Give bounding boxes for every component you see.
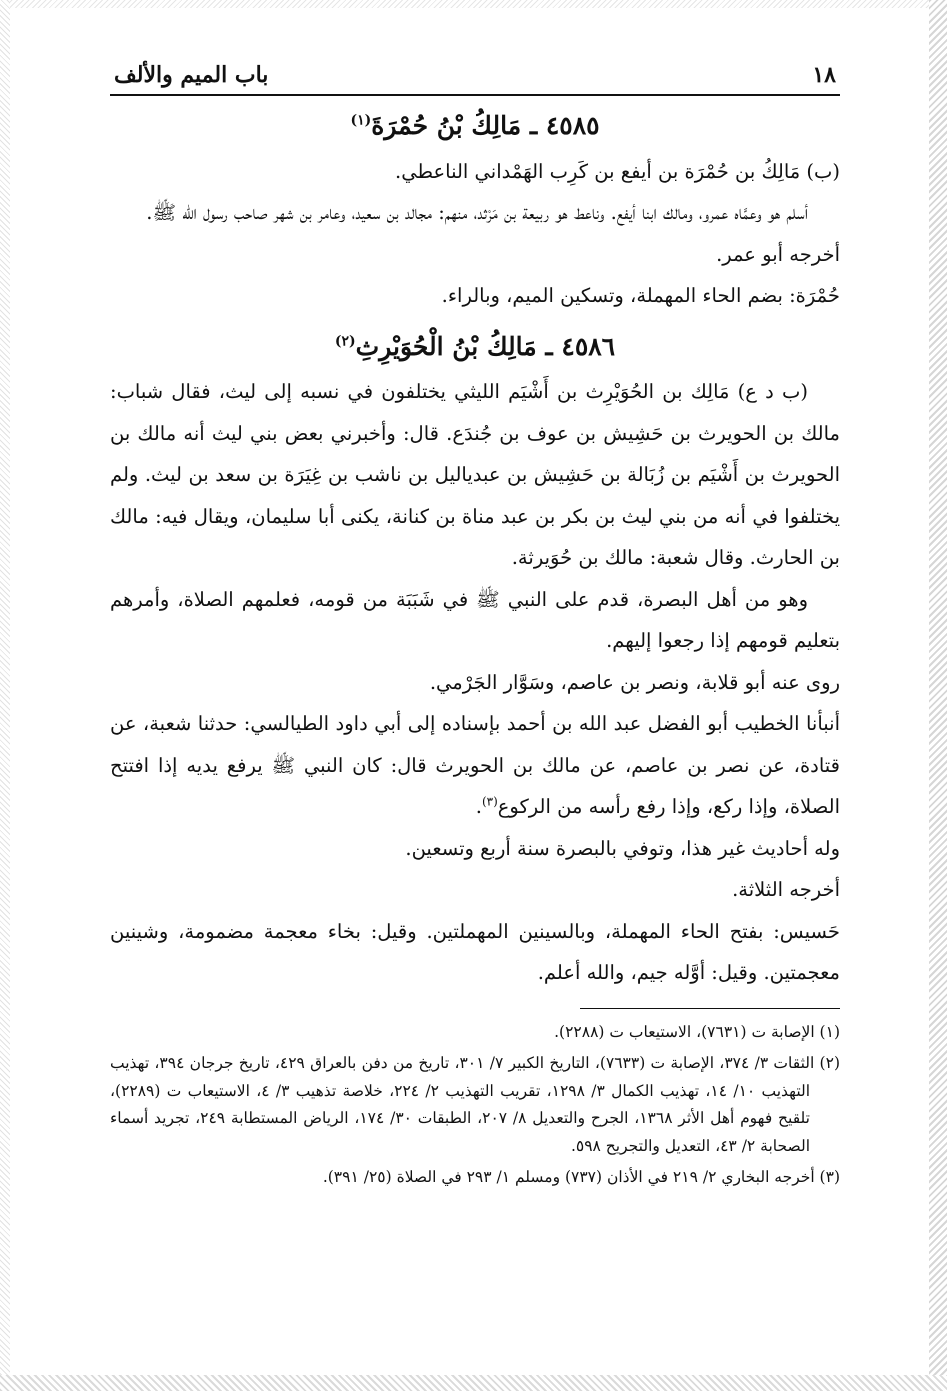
running-head	[110, 62, 840, 96]
hadith-text: أنبأنا الخطيب أبو الفضل عبد الله بن أحمد بإسناده إلى أبي داود الطيالسي: حدثنا شعبة، عن قتادة، عن نصر بن عاصم، عن مالك بن الحويرث قال: كان النبي ﷺ يرفع يديه إذا افتتح الصلاة، وإذا ركع، وإذا رفع رأسه من الركوع	[110, 712, 840, 818]
footnote-ref-1: (١)	[350, 112, 372, 129]
footnote-2: (٢) الثقات ٣/ ٣٧٤، الإصابة ت (٧٦٣٣)، التاريخ الكبير ٧/ ٣٠١، تاريخ من دفن بالعراق ٤٢٩، تاريخ جرجان ٣٩٤، تهذيب التهذيب ١٠/ ١٤، تهذيب الكمال ٣/ ١٢٩٨، تقريب التهذيب ٢/ ٢٢٤، خلاصة تذهيب ٣/ ٤، الاستيعاب ت (٢٢٨٩)، تلقيح فهوم أهل الأثر ١٣٦٨، الجرح والتعديل ٨/ ٢٠٧، الطبقات ٣٠/ ١٧٤، الرياض المستطابة ٢٤٩، تجريد أسماء الصحابة ٢/ ٤٣، التعديل والتجريح ٥٩٨.	[110, 1054, 840, 1155]
page-border-top	[0, 0, 947, 8]
footnote-ref-3: (٣)	[481, 794, 498, 809]
entry-paragraph: (ب د ع) مَالِك بن الحُوَيْرِث بن أَشْيَم الليثي يختلفون في نسبه إلى ليث، فقال شباب: مالك بن الحويرث بن حَشِيش بن عوف بن جُندَع. قال: وأخبرني بعض بني ليث أنه مالك بن الحويرث بن أَشْيَم بن زُبَالة بن حَشِيش بن عبدياليل بن ناشب بن غِيَرَة بن سعد بن ليث. ولم يختلفوا في أنه من بني ليث بن بكر بن عبد مناة بن كنانة، يكنى أبا سليمان، ويقال فيه: مالك بن الحارث. وقال شعبة: مالك بن حُوَيرثة.	[110, 380, 840, 569]
entry-paragraph: حُمْرَة: بضم الحاء المهملة، وتسكين الميم، وبالراء.	[441, 284, 840, 307]
page-number: ١٨	[812, 62, 836, 88]
entry-heading: ٤٥٨٦ ـ مَالِكُ بْنُ الْحُوَيْرِثِ	[355, 331, 616, 361]
entry-title-4585	[110, 110, 840, 143]
footnote-3: (٣) أخرجه البخاري ٢/ ٢١٩ في الأذان (٧٣٧) ومسلم ١/ ٢٩٣ في الصلاة (٢٥/ ٣٩١).	[322, 1168, 840, 1186]
entry-title-4586	[110, 331, 840, 364]
entry-paragraph: أنبأنا الخطيب أبو الفضل عبد الله بن أحمد بإسناده إلى أبي داود الطيالسي: حدثنا شعبة، عن قتادة، عن نصر بن عاصم، عن مالك بن الحويرث قال: كان النبي ﷺ يرفع يديه إذا افتتح الصلاة، وإذا ركع، وإذا رفع رأسه من الركوع$^{(٣)}$.	[110, 712, 840, 818]
entry-heading: ٤٥٨٥ ـ مَالِكُ بْنُ حُمْرَةَ	[371, 111, 600, 140]
entry-paragraph: روى عنه أبو قلابة، ونصر بن عاصم، وسَوَّار الجَرْمي.	[429, 670, 840, 694]
footnote-separator	[580, 1008, 840, 1009]
entry-paragraph: أخرجه أبو عمر.	[716, 242, 840, 266]
page-border-right	[929, 0, 947, 1391]
entry-paragraph: أخرجه الثلاثة.	[732, 878, 840, 901]
footnote-1: (١) الإصابة ت (٧٦٣١)، الاستيعاب ت (٢٢٨٨).	[554, 1022, 840, 1041]
entry-paragraph: حَسيس: بفتح الحاء المهملة، وبالسينين المهملتين. وقيل: بخاء معجمة مضمومة، وشينين معجمتين. وقيل: أوَّله جيم، والله أعلم.	[110, 919, 840, 984]
page-body	[110, 62, 840, 1196]
chapter-title: باب الميم والألف	[114, 62, 269, 88]
footnote-ref-2: (٢)	[334, 333, 356, 350]
entry-paragraph: أسلم هو وعمَّاه عمرو، ومالك ابنا أيفع. وناعط هو ربيعة بن مَرْثد، منهم: مجالد بن سعيد، وعامر بن شهر صاحب رسول الله ﷺ.	[146, 201, 808, 224]
entry-paragraph: وله أحاديث غير هذا، وتوفي بالبصرة سنة أربع وتسعين.	[405, 836, 840, 860]
page-border-bottom	[0, 1375, 947, 1391]
entry-paragraph: وهو من أهل البصرة، قدم على النبي ﷺ في شَبَبَة من قومه، فعلمهم الصلاة، وأمرهم بتعليم قومهم إذا رجعوا إليهم.	[110, 587, 840, 652]
entry-paragraph: (ب) مَالِكُ بن حُمْرَة بن أيفع بن كَرِب الهَمْداني الناعطي.	[395, 159, 840, 183]
page-border-left	[0, 0, 10, 1391]
